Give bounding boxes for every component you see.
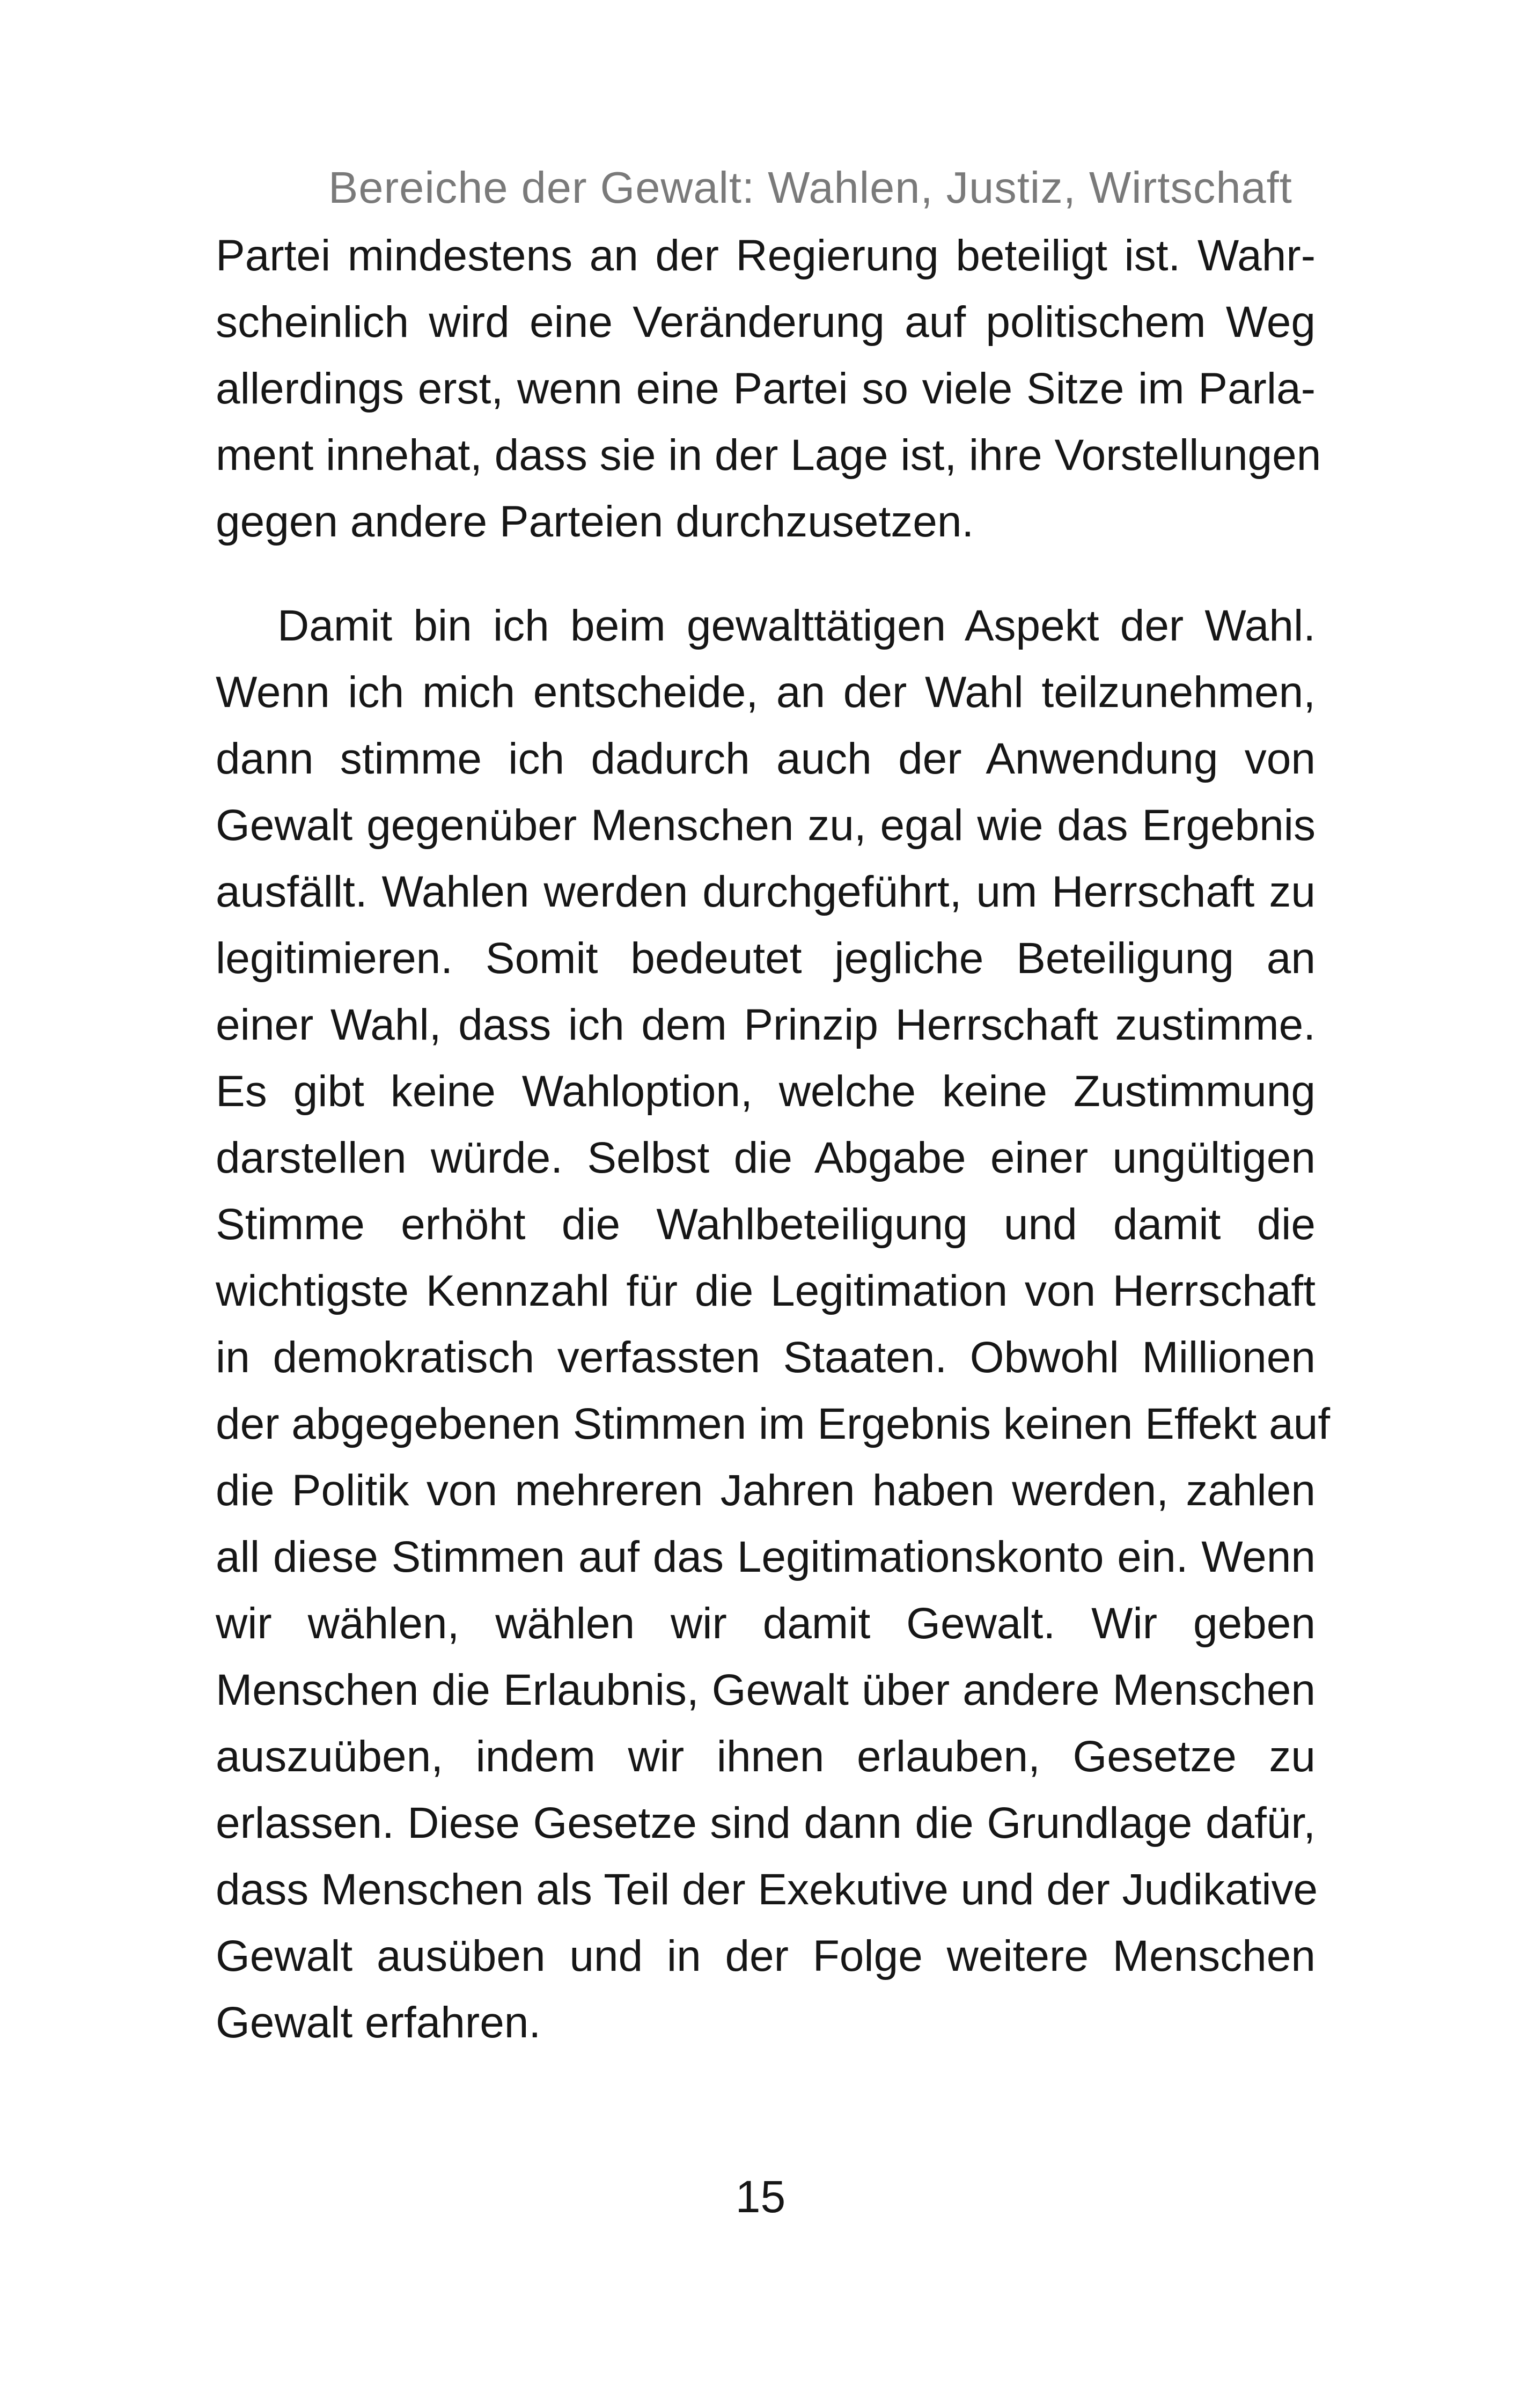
- text-line: erlassen. Diese Gesetze sind dann die Grundlage dafür,: [216, 1799, 1316, 1847]
- text-line: in demokratisch verfassten Staaten. Obwohl Millionen: [216, 1333, 1316, 1382]
- text-line: ment innehat, dass sie in der Lage ist, ihre Vorstellungen: [216, 431, 1321, 480]
- text-line: der abgegebenen Stimmen im Ergebnis keinen Effekt auf: [216, 1400, 1331, 1448]
- text-line: Es gibt keine Wahloption, welche keine Zustimmung: [216, 1067, 1316, 1116]
- paragraph-2: [216, 593, 1331, 2056]
- text-line: die Politik von mehreren Jahren haben werden, zahlen: [216, 1466, 1316, 1515]
- text-line: einer Wahl, dass ich dem Prinzip Herrschaft zustimme.: [216, 1000, 1316, 1049]
- paragraph-gap: [216, 555, 1316, 593]
- text-line: Partei mindestens an der Regierung beteiligt ist. Wahr-: [216, 231, 1316, 280]
- text-line: legitimieren. Somit bedeutet jegliche Beteiligung an: [216, 934, 1316, 983]
- text-line: auszuüben, indem wir ihnen erlauben, Gesetze zu: [216, 1732, 1316, 1781]
- text-line: Gewalt erfahren.: [216, 1998, 541, 2047]
- running-header: Bereiche der Gewalt: Wahlen, Justiz, Wirtschaft: [328, 163, 1292, 212]
- text-line: dann stimme ich dadurch auch der Anwendung von: [216, 734, 1316, 783]
- text-line: Gewalt gegenüber Menschen zu, egal wie das Ergebnis: [216, 801, 1316, 850]
- text-line: Wenn ich mich entscheide, an der Wahl teilzunehmen,: [216, 668, 1316, 717]
- text-line: wir wählen, wählen wir damit Gewalt. Wir geben: [216, 1599, 1316, 1648]
- page-number: 15: [735, 2171, 786, 2222]
- body-text: [216, 223, 1331, 2056]
- text-line: wichtigste Kennzahl für die Legitimation von Herrschaft: [216, 1266, 1316, 1315]
- text-line: ausfällt. Wahlen werden durchgeführt, um Herrschaft zu: [216, 867, 1316, 916]
- text-line: all diese Stimmen auf das Legitimationskonto ein. Wenn: [216, 1533, 1316, 1581]
- text-line: Menschen die Erlaubnis, Gewalt über andere Menschen: [216, 1666, 1316, 1714]
- paragraph-1: [216, 223, 1321, 555]
- text-line: dass Menschen als Teil der Exekutive und der Judikative: [216, 1865, 1318, 1914]
- text-line: allerdings erst, wenn eine Partei so viele Sitze im Parla-: [216, 364, 1316, 413]
- text-line: gegen andere Parteien durchzusetzen.: [216, 497, 974, 546]
- text-line: darstellen würde. Selbst die Abgabe einer ungültigen: [216, 1133, 1316, 1182]
- text-line: scheinlich wird eine Veränderung auf politischem Weg: [216, 298, 1316, 347]
- text-line: Stimme erhöht die Wahlbeteiligung und damit die: [216, 1200, 1316, 1249]
- text-line: Damit bin ich beim gewalttätigen Aspekt der Wahl.: [277, 601, 1316, 650]
- text-line: Gewalt ausüben und in der Folge weitere Menschen: [216, 1932, 1316, 1980]
